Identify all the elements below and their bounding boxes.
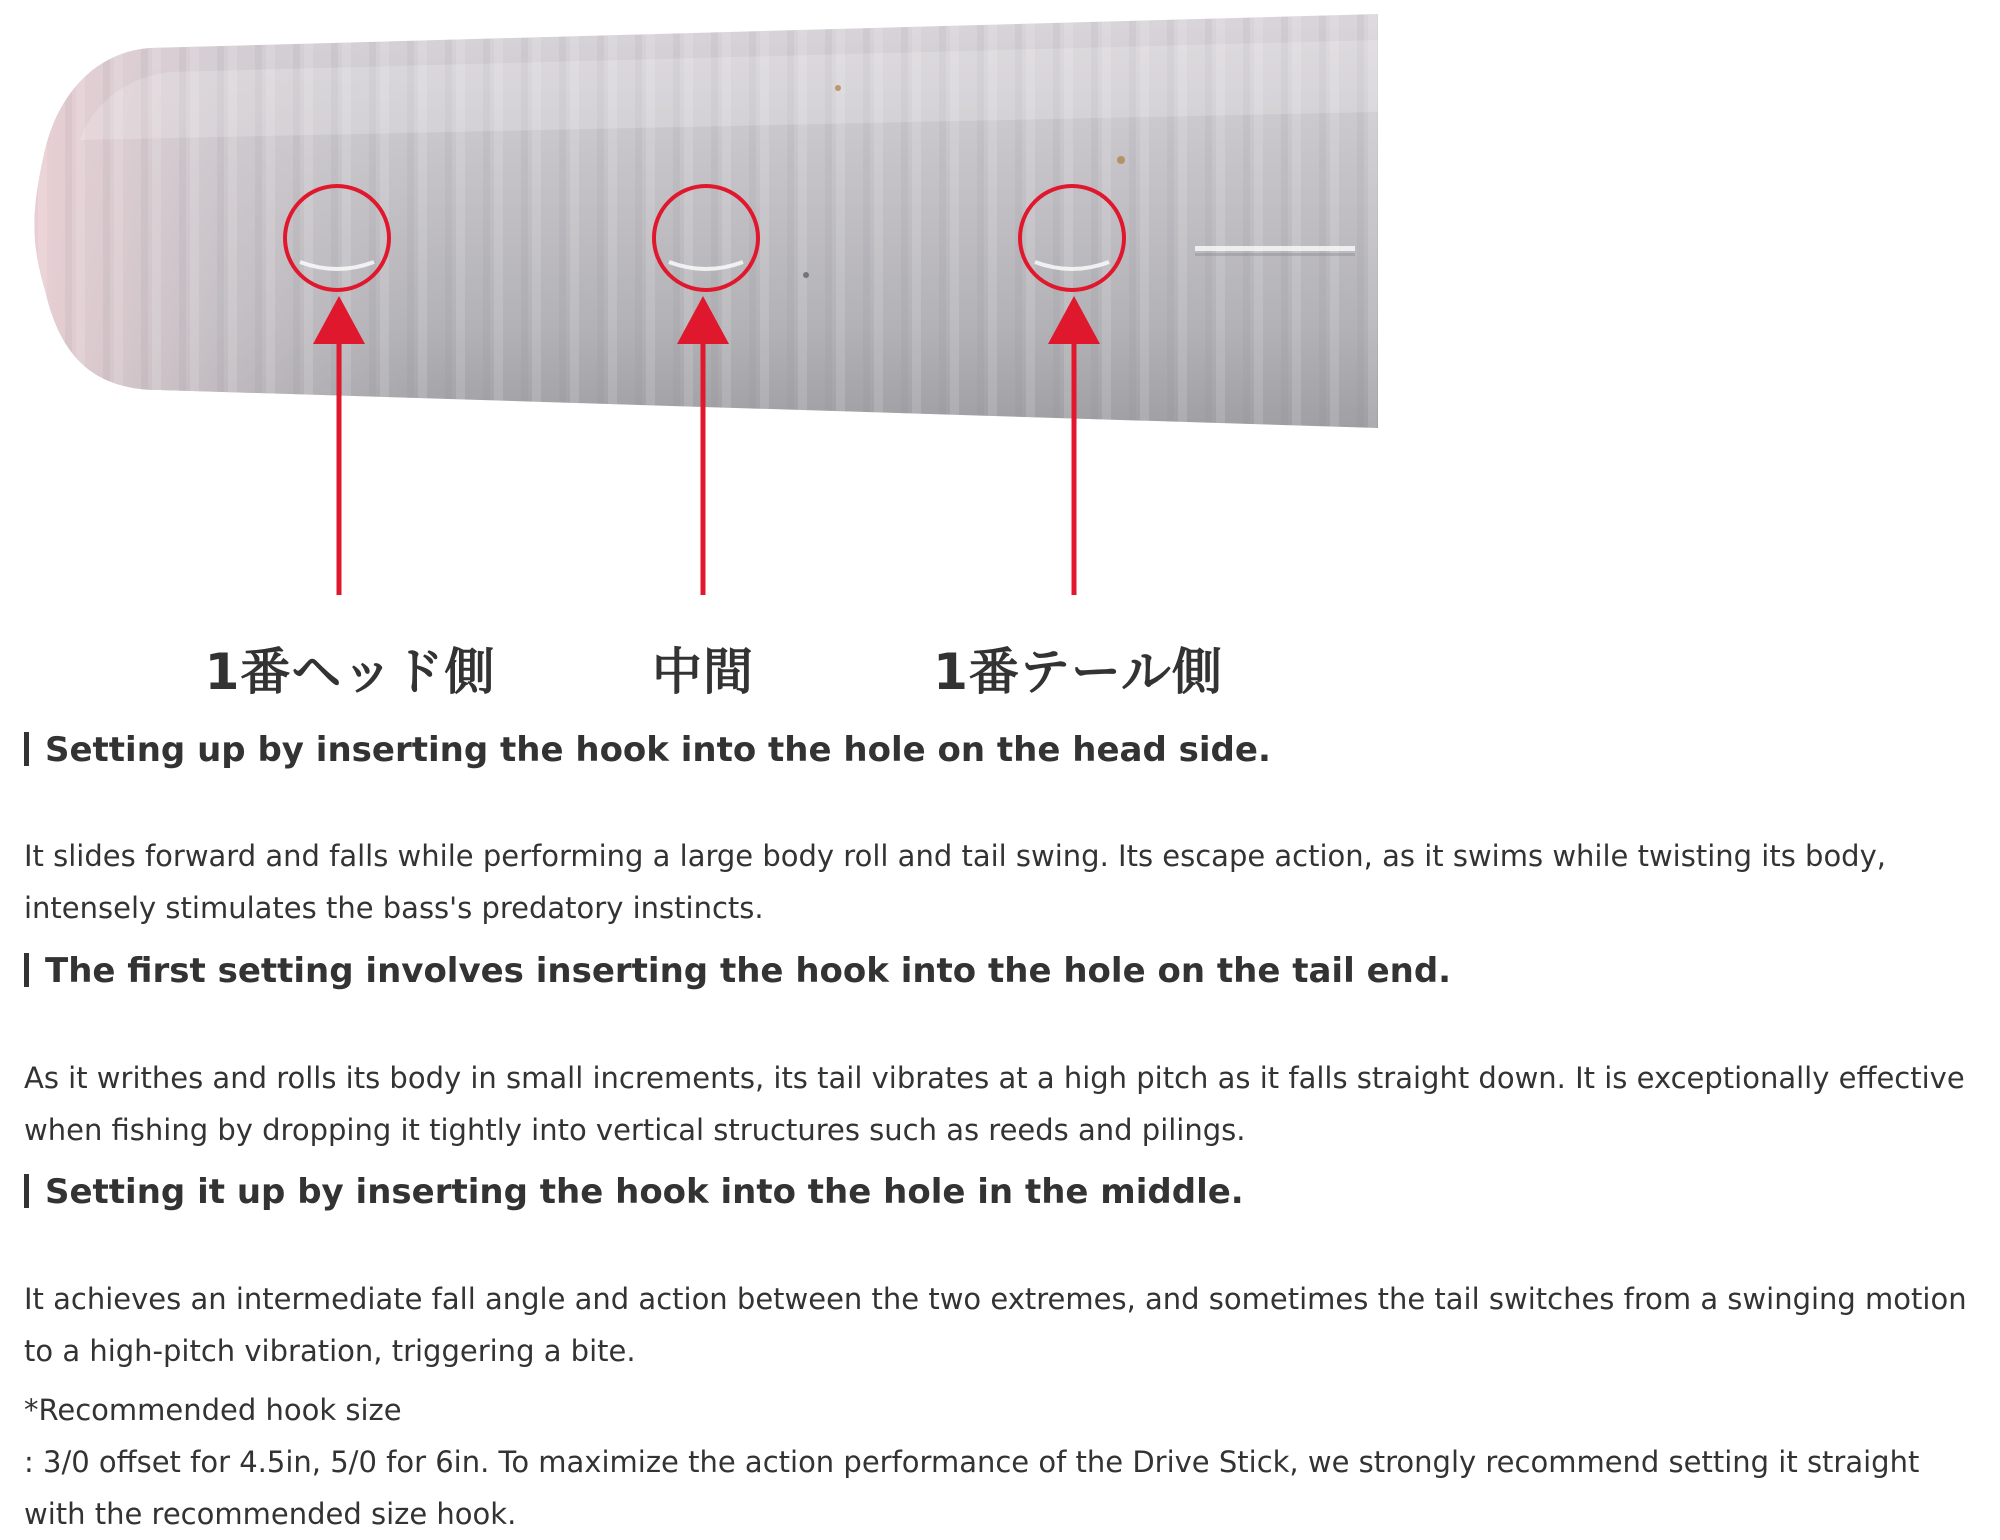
section-text-head: It slides forward and falls while performing a large body roll and tail swing. Its escape action, as it swims while twisting its body, intensely stimulates the bass's predatory instincts. — [24, 839, 1886, 925]
worm-photo — [0, 0, 1400, 715]
middle-label: 中間 — [652, 643, 754, 701]
heading-text: Setting it up by inserting the hook into the hole in the middle. — [45, 1172, 1244, 1212]
note-title: *Recommended hook size — [24, 1393, 402, 1427]
tail-side-label: 1番テール側 — [933, 643, 1223, 701]
head-side-label: 1番ヘッド側 — [204, 643, 496, 701]
section-heading-middle — [24, 1172, 1244, 1212]
heading-bar — [24, 1174, 29, 1208]
heading-text: The first setting involves inserting the hook into the hole on the tail end. — [45, 951, 1452, 991]
section-text-middle: It achieves an intermediate fall angle and action between the two extremes, and sometimes the tail switches from a swinging motion to a high-pitch vibration, triggering a bite. — [24, 1282, 1967, 1368]
section-heading-head — [24, 730, 1271, 770]
hook-position-figure — [0, 0, 1400, 715]
note-text: : 3/0 offset for 4.5in, 5/0 for 6in. To maximize the action performance of the Drive Stick, we strongly recommend setting it straight with the recommended size hook. — [24, 1445, 1920, 1531]
heading-bar — [24, 953, 29, 987]
heading-bar — [24, 732, 29, 766]
section-text-tail: As it writhes and rolls its body in small increments, its tail vibrates at a high pitch as it falls straight down. It is exceptionally effective when fishing by dropping it tightly into vertical structures such as reeds and pilings. — [24, 1061, 1965, 1147]
heading-text: Setting up by inserting the hook into the hole on the head side. — [45, 730, 1271, 770]
section-heading-tail — [24, 951, 1451, 991]
